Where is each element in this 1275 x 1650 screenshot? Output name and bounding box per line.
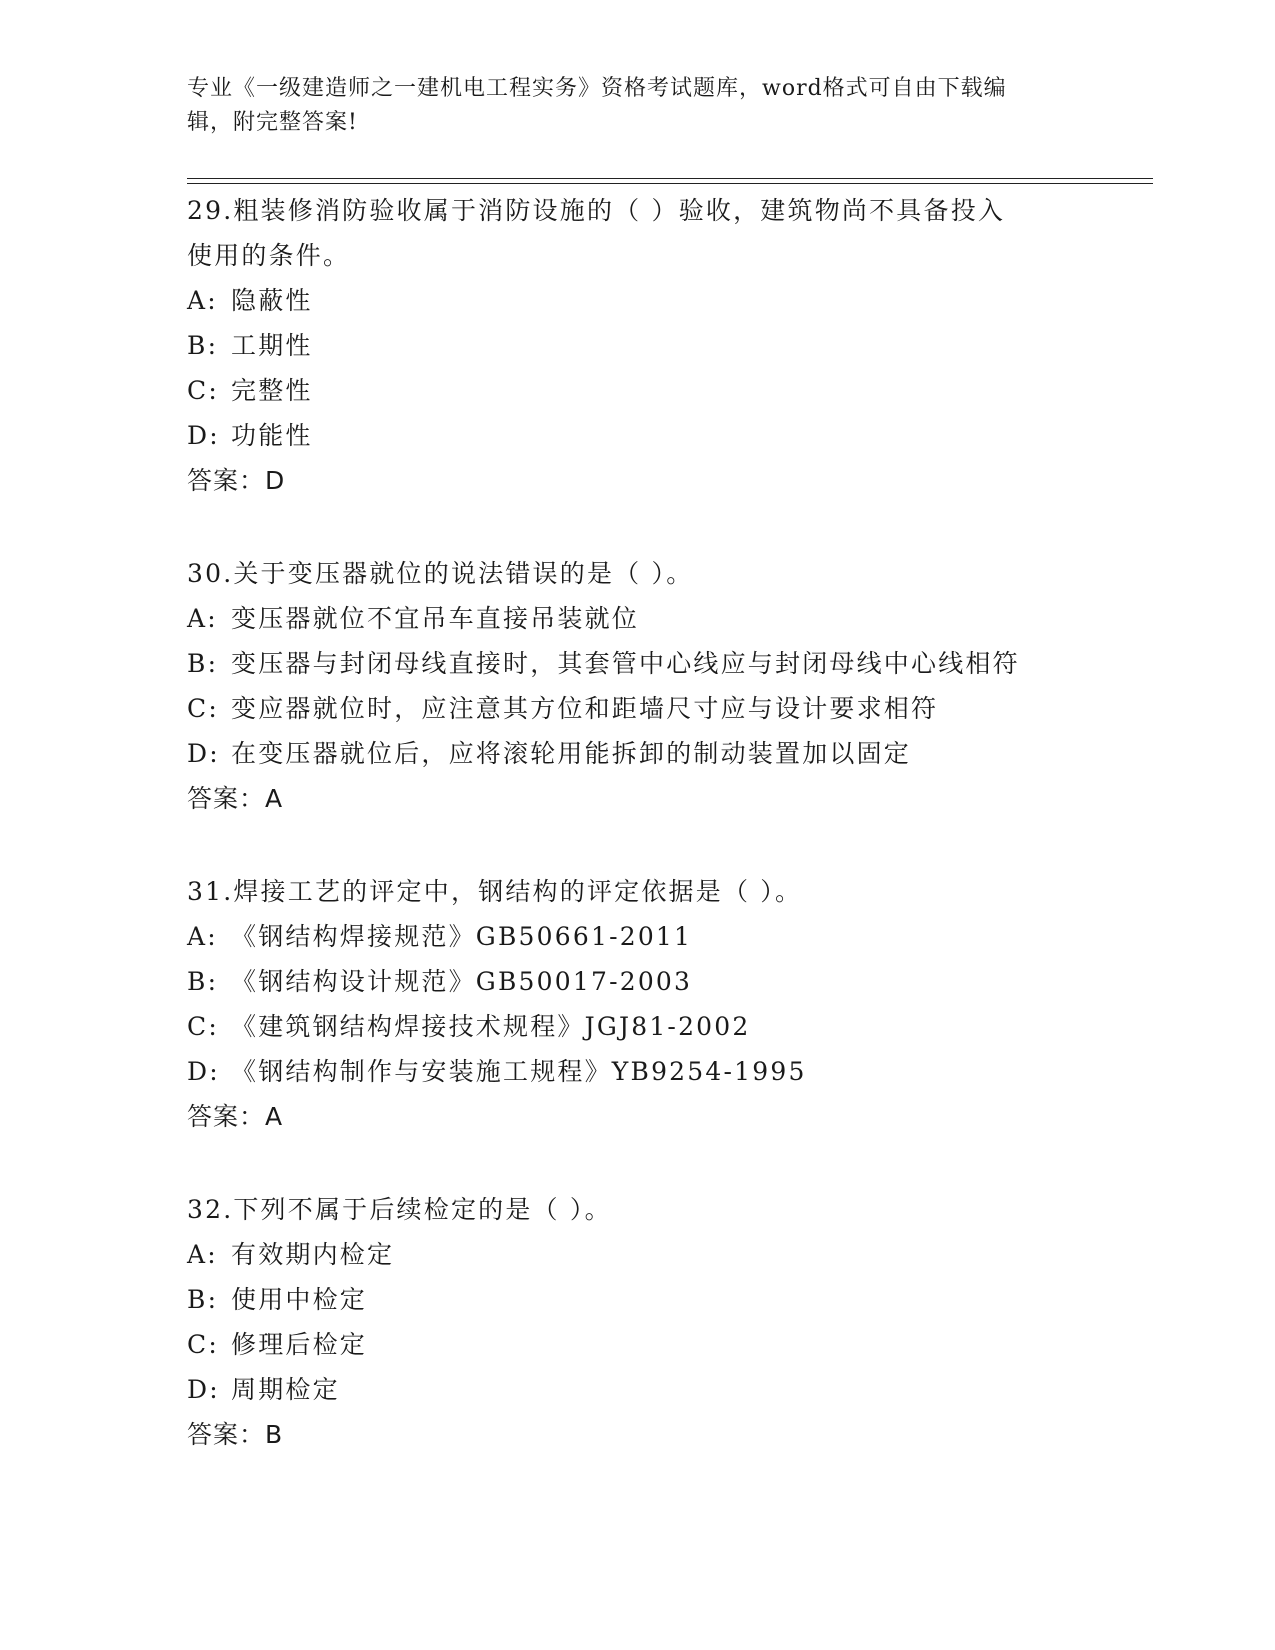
- option-text: 周期检定: [231, 1375, 340, 1404]
- option-letter: B:: [187, 649, 219, 678]
- option-c: [187, 1322, 1087, 1367]
- question-29: [187, 188, 1087, 504]
- option-text: 《钢结构设计规范》GB50017-2003: [231, 967, 693, 996]
- option-letter: C:: [187, 694, 219, 723]
- option-text: 使用中检定: [231, 1285, 368, 1314]
- option-letter: C:: [187, 376, 219, 405]
- answer: 答案：B: [187, 1420, 284, 1449]
- option-text: 在变压器就位后，应将滚轮用能拆卸的制动装置加以固定: [231, 739, 912, 768]
- question-stem: 32.下列不属于后续检定的是（ ）。: [187, 1195, 612, 1224]
- option-c: [187, 368, 1087, 413]
- option-text: 《钢结构制作与安装施工规程》YB9254-1995: [231, 1057, 807, 1086]
- option-d: [187, 731, 1087, 776]
- option-d: [187, 413, 1087, 458]
- question-stem: 30.关于变压器就位的说法错误的是（ ）。: [187, 559, 694, 588]
- option-letter: D:: [187, 1057, 220, 1086]
- option-a: [187, 914, 1087, 959]
- option-a: [187, 278, 1087, 323]
- option-a: [187, 1232, 1087, 1277]
- option-letter: B:: [187, 331, 219, 360]
- option-text: 变应器就位时，应注意其方位和距墙尺寸应与设计要求相符: [231, 694, 939, 723]
- option-text: 《建筑钢结构焊接技术规程》JGJ81-2002: [231, 1012, 751, 1041]
- option-d: [187, 1049, 1087, 1094]
- question-30: [187, 551, 1087, 822]
- option-text: 完整性: [231, 376, 313, 405]
- answer: 答案：A: [187, 1102, 284, 1131]
- header-divider-top: [187, 178, 1153, 179]
- question-stem-continued: 使用的条件。: [187, 241, 351, 270]
- answer: 答案：A: [187, 784, 284, 813]
- option-d: [187, 1367, 1087, 1412]
- header-line-1: 专业《一级建造师之一建机电工程实务》资格考试题库，word格式可自由下载编: [187, 76, 1007, 101]
- option-text: 隐蔽性: [231, 286, 313, 315]
- option-letter: A:: [187, 1240, 218, 1269]
- option-letter: B:: [187, 967, 219, 996]
- option-letter: A:: [187, 286, 218, 315]
- option-text: 修理后检定: [231, 1330, 368, 1359]
- header-divider-bottom: [187, 183, 1153, 184]
- option-letter: C:: [187, 1012, 219, 1041]
- option-a: [187, 596, 1087, 641]
- option-letter: D:: [187, 739, 220, 768]
- option-letter: A:: [187, 922, 218, 951]
- option-text: 功能性: [231, 421, 313, 450]
- option-letter: B:: [187, 1285, 219, 1314]
- option-c: [187, 686, 1087, 731]
- question-31: [187, 869, 1087, 1140]
- option-letter: D:: [187, 1375, 220, 1404]
- option-b: [187, 1277, 1087, 1322]
- option-letter: D:: [187, 421, 220, 450]
- header-line-2: 辑，附完整答案!: [187, 110, 358, 135]
- option-b: [187, 323, 1087, 368]
- option-text: 《钢结构焊接规范》GB50661-2011: [231, 922, 693, 951]
- document-header: [187, 72, 1067, 140]
- option-text: 变压器与封闭母线直接时，其套管中心线应与封闭母线中心线相符: [231, 649, 1020, 678]
- question-stem: 31.焊接工艺的评定中，钢结构的评定依据是（ ）。: [187, 877, 803, 906]
- answer: 答案：D: [187, 466, 286, 495]
- option-b: [187, 641, 1087, 686]
- question-32: [187, 1187, 1087, 1458]
- option-letter: A:: [187, 604, 218, 633]
- option-letter: C:: [187, 1330, 219, 1359]
- question-stem: 29.粗装修消防验收属于消防设施的（ ）验收，建筑物尚不具备投入: [187, 196, 1006, 225]
- option-c: [187, 1004, 1087, 1049]
- option-text: 变压器就位不宜吊车直接吊装就位: [231, 604, 640, 633]
- option-text: 有效期内检定: [231, 1240, 395, 1269]
- option-text: 工期性: [231, 331, 313, 360]
- option-b: [187, 959, 1087, 1004]
